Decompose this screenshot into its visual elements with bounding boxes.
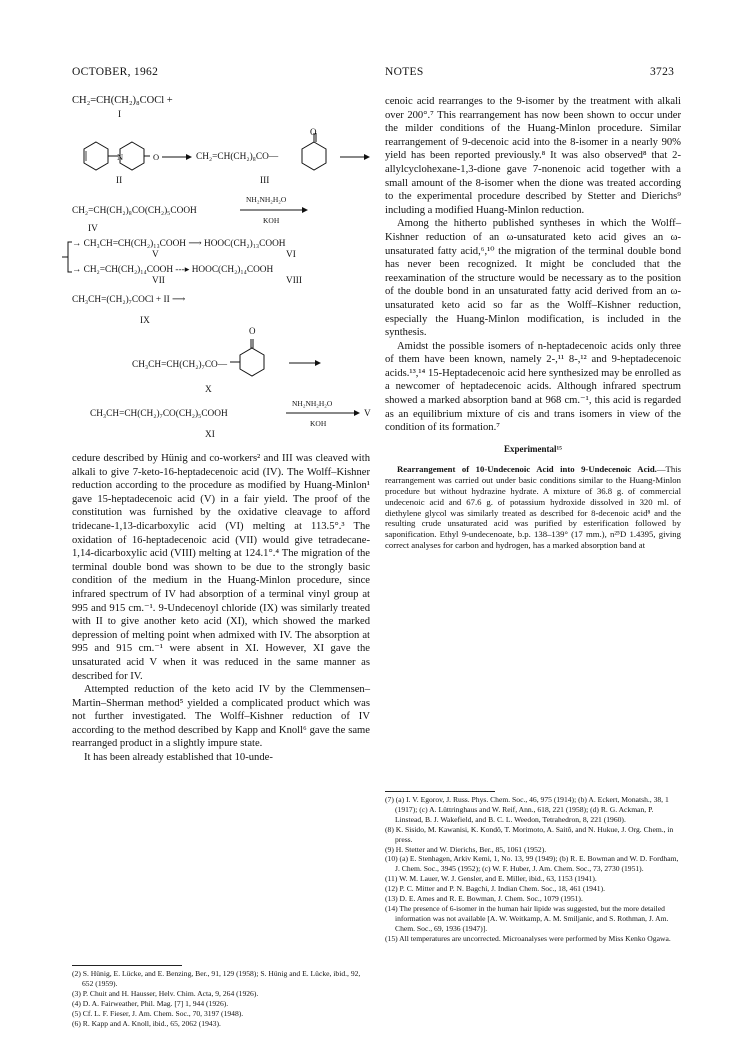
left-paragraph-1: cedure described by Hünig and co-workers² and III was cleaved with alkali to give 7-keto-16-heptadecenoic acid (IV). The Wolff–Kishner reduction according to the procedure as modified by Huang-Minlon¹ gave 15-heptadecenoic acid (V) in a fair yield. The proof of the constitution was furnished by the oxidative cleavage to afford tridecane-1,13-dicarboxylic acid (VI) melting at 113.5°.³ The oxidation of 16-heptadecenoic acid (VII) would give tetradecane-1,14-dicarboxylic acid (VIII) melting at 124.1°.⁴ The migration of the terminal double bond was shown to be due to the strongly basic condition of the medium in the Huang-Minlon procedure, since infrared spectrum of IV had absorption of a terminal vinyl group at 995 and 915 cm.⁻¹. 9-Undecenoyl chloride (IX) was similarly treated with II to give another keto acid (XI), which showed the marked depression of melting point when admixed with IV. The absorption at 995 and 915 cm.⁻¹ were absent in XI. However, XI gave the unsaturated acid V when it was reduced in the same manner as described for IV. <box>72 453 370 682</box>
left-footnote-rule <box>72 965 182 966</box>
header-date: OCTOBER, 1962 <box>72 66 159 78</box>
footnote-3: (3) P. Chuit and H. Hausser, Helv. Chim. Acta, 9, 264 (1926). <box>72 988 259 998</box>
scheme-arrow-3 <box>240 205 310 215</box>
header-section: NOTES <box>385 66 424 78</box>
right-footnote-rule <box>385 791 495 792</box>
scheme-ketone-O: O <box>310 127 317 137</box>
left-column-text <box>72 452 370 765</box>
scheme-line-3: CH₂=CH(CH₂)₈CO(CH₂)₅COOH <box>72 206 197 216</box>
scheme-label-IV: IV <box>88 224 98 234</box>
scheme-product-V: V <box>364 409 371 419</box>
footnote-13: (13) D. E. Ames and R. E. Bowman, J. Chem. Soc., 1079 (1951). <box>385 894 583 904</box>
scheme-label-IX: IX <box>140 316 150 326</box>
right-footnotes <box>385 795 681 944</box>
footnote-14: (14) The presence of 6-isomer in the human hair lipide was suggested, but the more detailed information was not available [A. W. Weitkamp, A. M. Smiljanic, and S. Rothman, J. Am. Chem. Soc., 69, 1936 (1947)]. <box>385 903 669 933</box>
footnote-7: (7) (a) I. V. Egorov, J. Russ. Phys. Chem. Soc., 46, 975 (1914); (b) A. Eckert, Monatsh., 38, 1 (1917); (c) A. Lüttringhaus and W. Reif, Ann., 618, 221 (1958); (d) R. G. Ackman, P. Linstead, B. J. Wakefield, and B. C. L. Weedon, Tetrahedron, 8, 221 (1960). <box>385 795 669 824</box>
scheme-arrow-7 <box>286 408 364 418</box>
right-paragraph-3: Amidst the possible isomers of n-heptadecenoic acids only three of them have been known, namely 2-,¹¹ 8-,¹² and 9-heptadecenoic acids.¹³,¹⁴ 15-Heptadecenoic acid here synthesized may be enrolled as a newcomer of heptadecenoic acids. Although infrared spectrum showed a marked absorption band at 968 cm.⁻¹, this acid is regarded as an equilibrium mixture of cis and trans isomers in view of the condition of its formation.⁷ <box>385 340 681 434</box>
footnote-9: (9) H. Stetter and W. Dierichs, Ber., 85, 1061 (1952). <box>385 844 547 854</box>
experimental-heading: Experimental¹⁵ <box>504 443 562 454</box>
footnote-10: (10) (a) E. Stenhagen, Arkiv Kemi, 1, No. 13, 99 (1949); (b) R. E. Bowman and W. D. Fordham, J. Chem. Soc., 3945 (1952); (c) W. F. Huber, J. Am. Chem. Soc., 73, 2730 (1951). <box>385 854 679 874</box>
footnote-11: (11) W. M. Lauer, W. J. Gensler, and E. Miller, ibid., 63, 1153 (1941). <box>385 874 597 884</box>
scheme-label-VIII: VIII <box>286 276 303 286</box>
right-paragraph-1: cenoic acid rearranges to the 9-isomer by the treatment with alkali over 200°.⁷ This rearrangement has now been shown to occur under the milder conditions of the Huang-Minlon procedure. Similar rearrangement of 9-decenoic acid into the 8-isomer in a nearly 90% yield has been reported previously.⁸ It was also observed⁸ that 2-allylcyclohexane-1,3-dione gave 7-nonenoic acid together with a small amount of the 8-isomer when the dione was treated according to the experimental procedure described by Stetter and Dierichs⁹ including a modified Huang-Minlon reduction. <box>385 96 681 216</box>
scheme-arrow-6 <box>285 358 325 368</box>
scheme-label-I: I <box>118 110 122 120</box>
scheme-line-4a: → CH₃CH=CH(CH₂)₁₃COOH ⟶ HOOC(CH₂)₁₃COOH <box>72 239 286 249</box>
footnote-15: (15) All temperatures are uncorrected. Microanalyses were performed by Miss Kenko Ogawa. <box>385 933 671 943</box>
scheme-label-V: V <box>152 250 159 260</box>
scheme-reagent-top-3: NH₂NH₂H₂O <box>246 195 287 204</box>
experimental-runin-title: Rearrangement of 10-Undecenoic Acid into 9-Undecenoic Acid. <box>397 464 657 475</box>
experimental-text: —This rearrangement was carried out under basic conditions similar to the Huang-Minlon procedure but without hydrazine hydrate. A mixture of 36.8 g. of commercial undecenoic acid and 67.6 g. of potassium hydroxide dissolved in 320 ml. of diethylene glycol was similarly treated as described for 8-decenoic acid⁸ and the resulting crude unsaturated acid was purified by esterification followed by saponification. Ethyl 9-undecenoate, b.p. 138–139° (17 mm.), n²⁵D 1.4395, giving correct analyses for carbon and hydrogen, has a marked absorption band at <box>385 464 681 551</box>
scheme-label-XI: XI <box>205 430 215 440</box>
scheme-line-6: CH₃CH=CH(CH₂)₇CO— <box>132 360 228 370</box>
scheme-line-1: CH₂=CH(CH₂)₈COCl + <box>72 95 173 106</box>
left-paragraph-2: Attempted reduction of the keto acid IV by the Clemmensen–Martin–Sherman method⁵ yielded a complicated product which was not further investigated. The Wolff–Kishner reduction of IV according to the method described by Kapp and Knoll⁶ gave the same rearranged product in a slightly impure state. <box>72 684 370 750</box>
scheme-label-VI: VI <box>286 250 296 260</box>
scheme-line-5: CH₃CH=(CH₂)₇COCl + II ⟶ <box>72 295 186 305</box>
footnote-5: (5) Cf. L. F. Fieser, J. Am. Chem. Soc., 70, 3197 (1948). <box>72 1008 244 1018</box>
scheme-reagent-bottom-3: KOH <box>263 216 280 225</box>
footnote-12: (12) P. C. Mitter and P. N. Bagchi, J. Indian Chem. Soc., 18, 461 (1941). <box>385 884 605 894</box>
footnote-4: (4) D. A. Fairweather, Phil. Mag. [7] 1, 944 (1926). <box>72 998 229 1008</box>
scheme-label-III: III <box>260 176 270 186</box>
scheme-label-VII: VII <box>152 276 165 286</box>
footnote-2: (2) S. Hünig, E. Lücke, and E. Benzing, Ber., 91, 129 (1958); S. Hünig and E. Lücke, ibid., 92, 652 (1959). <box>72 969 361 988</box>
left-paragraph-3: It has been already established that 10-unde- <box>84 752 273 764</box>
scheme-ketone-O-X: O <box>249 326 256 336</box>
scheme-line-7: CH₃CH=CH(CH₂)₇CO(CH₂)₅COOH <box>90 409 228 419</box>
scheme-reagent-top-7: NH₂NH₂H₂O <box>292 399 333 408</box>
right-column-text <box>385 95 681 551</box>
scheme-line-4b: → CH₂=CH(CH₂)₁₄COOH ---▸ HOOC(CH₂)₁₄COOH <box>72 265 274 275</box>
scheme-line-2-chain: CH₂=CH(CH₂)₈CO— <box>196 152 279 162</box>
scheme-atom-O-morpholine: O <box>153 152 160 162</box>
footnote-6: (6) R. Kapp and A. Knoll, ibid., 65, 2062 (1943). <box>72 1018 221 1028</box>
header-page-number: 3723 <box>650 66 675 78</box>
scheme-reagent-bottom-7: KOH <box>310 419 327 428</box>
experimental-paragraph <box>385 464 681 550</box>
scheme-atom-N: N <box>117 152 124 162</box>
scheme-label-II: II <box>116 176 123 186</box>
footnote-8: (8) K. Sisido, M. Kawanisi, K. Kondô, T. Morimoto, A. Saitô, and N. Hukue, J. Org. Chem., in press. <box>385 824 674 844</box>
right-paragraph-2: Among the hitherto published syntheses in which the Wolff–Kishner reduction of an ω-unsaturated keto acid gives an ω-unsaturated fatty acid,⁶,¹⁰ the migration of the terminal double bond has never been recognized. It might be concluded that the reexamination of the structure would be necessary as to the position of the double bond in an unsaturated fatty acid derived from an ω-unsaturated keto acid so far as the Wolff–Kishner reduction, especially the Huang-Minlon modification, is included in the synthesis. <box>385 218 681 339</box>
scheme-label-X: X <box>205 385 212 395</box>
left-footnotes <box>72 969 370 1028</box>
